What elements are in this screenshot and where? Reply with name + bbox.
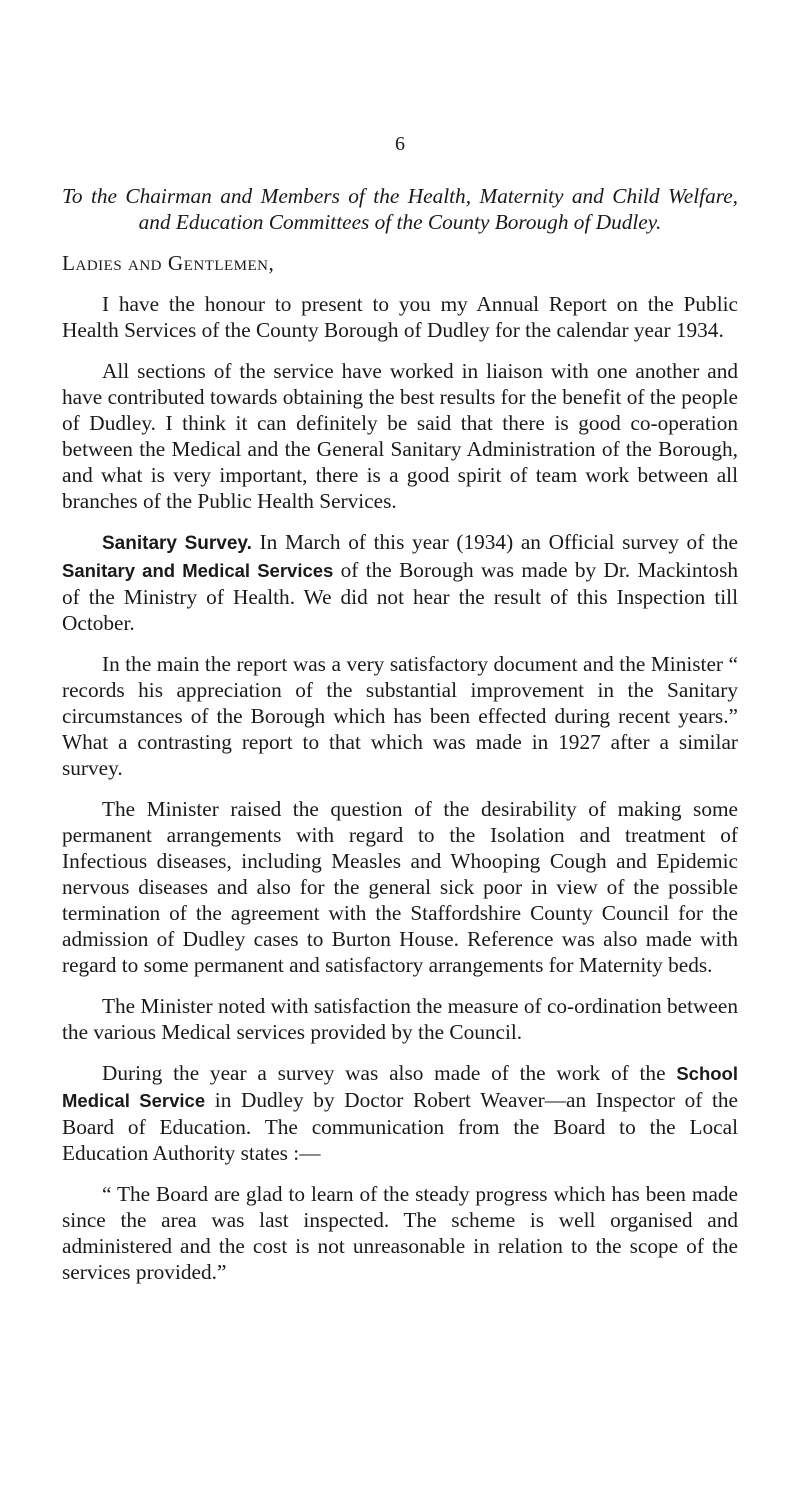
- bold-phrase-sanitary-medical: Sanitary and Medical Services: [62, 560, 334, 581]
- paragraph-text: in Dudley by Doctor Robert Weaver—an Inspector of the Board of Education. The communication from the Board to the Local Education Authority states :—: [62, 1088, 738, 1165]
- paragraph-board-quote: “ The Board are glad to learn of the steady progress which has been made since the area was last inspected. The scheme is well organised and administered and the cost is not unreasonable in relation to the scope of the services provided.”: [62, 1182, 738, 1284]
- paragraph-text: During the year a survey was also made of the work of the: [102, 1061, 677, 1085]
- bold-phrase-school-medical: School Medical Service: [62, 1063, 738, 1111]
- section-heading-sanitary-survey: Sanitary Survey.: [102, 533, 252, 554]
- paragraph-sanitary-survey: [62, 529, 738, 636]
- page-number: 6: [395, 133, 405, 155]
- paragraph-text: of the Borough was made by Dr. Mackintosh of the Ministry of Health. We did not hear the result of this Inspection till October.: [62, 558, 739, 635]
- report-body: [62, 183, 738, 1300]
- paragraph-school-medical: [62, 1060, 738, 1166]
- paragraph-text: In March of this year (1934) an Official survey of the: [251, 530, 738, 554]
- paragraph-report-result: In the main the report was a very satisfactory document and the Minister “ records his appreciation of the substantial improvement in the Sanitary circumstances of the Borough which has been effected during recent years.” What a contrasting report to that which was made in 1927 after a similar survey.: [62, 652, 738, 780]
- address-line: To the Chairman and Members of the Health, Maternity and Child Welfare, and Education Committees of the County Borough of Dudley.: [62, 184, 738, 234]
- paragraph-coordination: The Minister noted with satisfaction the measure of co-ordination between the various Medical services provided by the Council.: [62, 994, 738, 1044]
- salutation: Ladies and Gentlemen,: [62, 251, 275, 275]
- paragraph-cooperation: All sections of the service have worked in liaison with one another and have contributed towards obtaining the best results for the benefit of the people of Dudley. I think it can definitely be said that there is good co-operation between the Medical and the General Sanitary Administration of the Borough, and what is very important, there is a good spirit of team work between all branches of the Public Health Services.: [62, 359, 738, 513]
- paragraph-intro: I have the honour to present to you my Annual Report on the Public Health Services of the County Borough of Dudley for the calendar year 1934.: [62, 292, 738, 342]
- paragraph-isolation: The Minister raised the question of the desirability of making some permanent arrangements with regard to the Isolation and treatment of Infectious diseases, including Measles and Whooping Cough and Epidemic nervous diseases and also for the general sick poor in view of the possible termination of the agreement with the Staffordshire County Council for the admission of Dudley cases to Burton House. Reference was also made with regard to some permanent and satisfactory arrangements for Maternity beds.: [62, 797, 738, 977]
